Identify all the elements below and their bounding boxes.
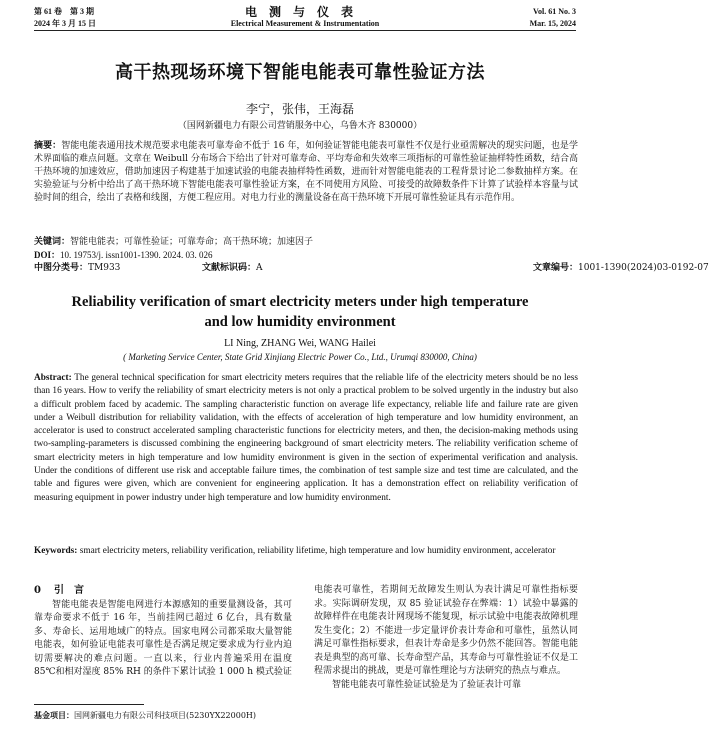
clc-code [34, 262, 121, 275]
article-number-value: 1001-1390(2024)03-0192-07 [578, 263, 709, 273]
section-heading-introduction [34, 584, 292, 598]
authors-en: LI Ning, ZHANG Wei, WANG Hailei [224, 338, 376, 349]
abstract-zh [34, 140, 578, 205]
section-number: 0 [34, 585, 41, 596]
title-en-line1: Reliability verification of smart electricity meters under high temperature [71, 294, 529, 310]
abstract-zh-text: 智能电能表通用技术规范要求电能表可靠寿命不低于 16 年，如何验证智能电能表可靠性不仅是行业亟需解决的现实问题，也是学术界面临的难点问题。文章在 Weibull 分布场合下给出了针对可靠寿命、平均寿命和失效率三项指标的可靠性验证抽样特性函数，结合高干热环境的加速效应，借助加速因子构建基于加速试验的电能表抽样特性函数，进而针对智能电能表的工程背景讨论二参数抽样方案。在实验验证与分析中给出了高干热环境下智能电能表可靠性验证方案，在不同使用方风险、可接受的故障数条件下计算了试验样本容量与试验时间的组合，绘出了表格和线图，方便工程应用。对电力行业的测量设备在高干热环境下开展可靠性验证具有示范作用。 [34, 141, 578, 203]
clc-value: TM933 [88, 263, 121, 273]
footnote-rule [34, 704, 144, 705]
clc-label: 中图分类号： [34, 263, 89, 273]
doi [34, 249, 213, 262]
classification-row [34, 262, 709, 275]
footnote-text: 国网新疆电力有限公司科技项目(5230YX22000H) [74, 711, 257, 720]
keywords-zh-label: 关键词： [34, 237, 71, 247]
document-code-value: A [256, 263, 263, 273]
footnote-funding [34, 710, 256, 721]
keywords-zh-text: 智能电能表；可靠性验证；可靠寿命；高干热环境；加速因子 [70, 237, 314, 247]
affiliation-zh: （国网新疆电力有限公司营销服务中心，乌鲁木齐 830000） [177, 121, 423, 131]
affiliation-en: ( Marketing Service Center, State Grid Xinjiang Electric Power Co., Ltd., Urumqi 830000, China) [123, 352, 477, 362]
abstract-en-label: Abstract: [34, 373, 72, 383]
body-column-right [314, 584, 578, 692]
keywords-zh [34, 236, 578, 249]
header-volume-issue: 第 61 卷 第 3 期 [34, 7, 94, 16]
header-rule [34, 30, 576, 31]
title-zh: 高干热现场环境下智能电能表可靠性验证方法 [115, 62, 485, 83]
body-paragraph: 电能表可靠性，若期间无故障发生则认为表计满足可靠性指标要求。实际调研发现，双 85 验证试验存在弊端：1）试验中暴露的故障样件在电能表计网现场不能复现，标示试验中电能表故障机理发生变化；2）不能进一步定量评价表计寿命和可靠性，虽然认同满足可靠性指标要求，但表计寿命是多少仍然不能回答。智能电能表是典型的高可靠、长寿命型产品，其寿命与可靠性验证不仅是工程需求提出的挑战，更是可靠性理论与方法研究的热点与难点。 [314, 585, 578, 676]
abstract-en-text: The general technical specification for smart electricity meters requires that the reliable life of the electricity meters should be no less than 16 years. How to verify the reliability of smart electricity meters is not only a practical problem to be solved urgently in the industry but also a difficult problem faced by academic. The sampling characteristic function on average life expectancy, reliable life and failure rate are given under a Weibull distribution for reliability validation, with the effects of acceleration of high temperature and low humidity environment, an accelerator is used to construct accelerated sampling characteristic functions for electricity meters, and then, the decision-making methods using two-sampling-parameters is discussed combining the engineering background of smart electricity meters. The reliability verification scheme of smart electricity meters in high temperature and low humidity environment is given in the section of experimental verification and analysis. Under the conditions of different use risk and acceptable failure times, the combination of test sample size and test time are calculated, and the table and figures were given, which are convenient for engineering application. It has a demonstration effect on reliability verification of measuring equipment in power industry under high temperature and low humidity environment. [34, 373, 578, 503]
document-code-label: 文献标识码： [202, 263, 257, 273]
header-volume-en: Vol. 61 No. 3 [532, 7, 576, 16]
document-code [202, 262, 263, 275]
body-column-left [34, 584, 292, 680]
body-paragraph: 智能电能表是智能电网进行本源感知的重要量测设备，其可靠寿命要求不低于 16 年，当前挂网已超过 6 亿台，具有数量多、寿命长、运用地域广的特点。国家电网公司都采取大量智能电能表，如何验证电能表可靠性是否满足规定要求成为行业内迫切需要解决的难点问题。一直以来，行业内普遍采用在温度 85℃和相对湿度 85% RH 的条件下累计试验 1 000 h 模式验证 [34, 599, 292, 677]
section-title: 引 言 [54, 585, 84, 596]
journal-name-zh: 电测与仪表 [244, 5, 365, 19]
body-paragraph: 智能电能表可靠性验证试验是为了验证表计可靠 [332, 679, 522, 690]
keywords-en [34, 545, 578, 558]
article-number [532, 262, 709, 275]
running-header [34, 6, 576, 32]
keywords-en-text: smart electricity meters, reliability verification, reliability lifetime, high temperature and low humidity environment, accelerator [79, 546, 556, 556]
title-en [40, 292, 560, 332]
header-center [34, 6, 576, 30]
abstract-en [34, 372, 578, 505]
doi-value[interactable]: 10. 19753/j. issn1001-1390. 2024. 03. 026 [60, 250, 213, 260]
footnote-label: 基金项目： [34, 710, 74, 720]
keywords-en-label: Keywords: [34, 546, 78, 556]
abstract-zh-label: 摘要： [34, 141, 62, 151]
journal-name-en: Electrical Measurement & Instrumentation [230, 19, 380, 28]
article-number-label: 文章编号： [532, 263, 578, 273]
header-date-en: Mar. 15, 2024 [529, 19, 576, 28]
header-right [530, 6, 576, 30]
title-en-line2: and low humidity environment [204, 314, 396, 330]
doi-label: DOI： [34, 250, 61, 260]
authors-zh: 李宁，张伟，王海磊 [245, 102, 354, 116]
header-date-zh: 2024 年 3 月 15 日 [34, 19, 96, 28]
